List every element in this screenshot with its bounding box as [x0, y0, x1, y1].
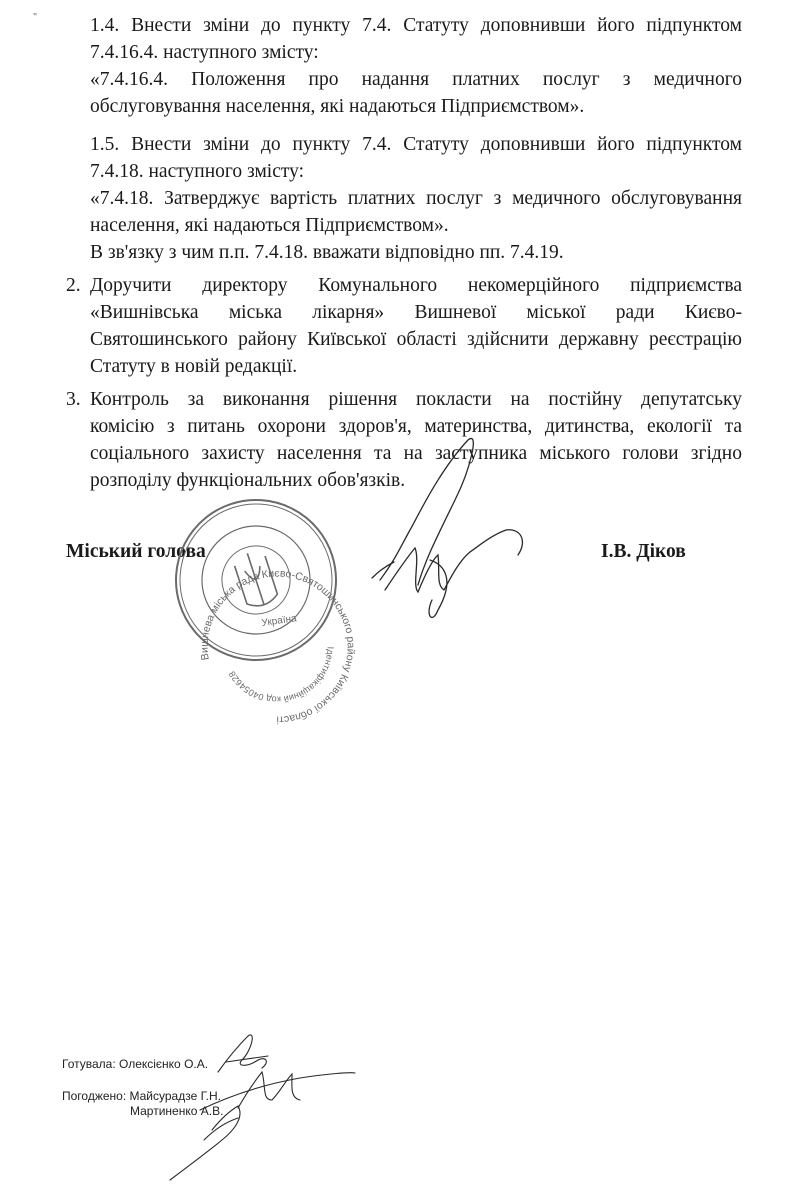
signatory-name: І.В. Діков: [601, 541, 686, 562]
item-1-5-line5: В зв'язку з чим п.п. 7.4.18. вважати відповідно пп. 7.4.19.: [90, 242, 564, 263]
item-1-4-line3: «7.4.16.4. Положення про надання платних послуг з медичного: [90, 69, 742, 90]
signature-row: [0, 541, 800, 571]
svg-text:Ідентифікаційний код 04054628: [226, 638, 348, 720]
item-3-line1: Контроль за виконання рішення покласти на постійну депутатську: [90, 389, 742, 410]
item-2-line2: «Вишнівська міська лікарня» Вишневої міської ради Києво-: [90, 302, 742, 323]
corner-mark: ": [33, 12, 38, 23]
svg-text:Вишнева міська рада Києво-Свят: [179, 547, 378, 746]
item-2-line4: Статуту в новій редакції.: [90, 356, 298, 377]
approved-by: Погоджено: Майсурадзе Г.Н.: [62, 1089, 221, 1103]
item-1-4-line2: 7.4.16.4. наступного змісту:: [90, 42, 319, 63]
item-1-5: [90, 131, 742, 266]
item-3: [90, 386, 742, 494]
item-1-5-line4: населення, які надаються Підприємством».: [90, 215, 449, 236]
approved-by-second: Мартиненко А.В.: [130, 1104, 224, 1118]
item-3-line3: соціального захисту населення та на заступника міського голови згідно: [90, 443, 742, 464]
item-1-4-line4: обслуговування населення, які надаються Підприємством».: [90, 96, 585, 117]
signatory-title: Міський голова: [66, 541, 206, 562]
item-1-5-line3: «7.4.18. Затверджує вартість платних послуг з медичного обслуговування: [90, 188, 742, 209]
stamp-bottom-text: Україна: [260, 613, 298, 629]
item-2-line1: Доручити директору Комунального некомерційного підприємства: [90, 275, 742, 296]
item-3-line4: розподілу функціональних обов'язків.: [90, 470, 406, 491]
item-1-4-line1: 1.4. Внести зміни до пункту 7.4. Статуту доповнивши його підпунктом: [90, 15, 742, 36]
item-1-5-line2: 7.4.18. наступного змісту:: [90, 161, 305, 182]
stamp-outer-text: Вишнева міська рада Києво-Святошинського району Київської області: [198, 567, 357, 726]
item-3-line2: комісію з питань охорони здоров'я, материнства, дитинства, екології та: [90, 416, 742, 437]
item-2: [90, 272, 742, 380]
item-3-number: 3.: [66, 389, 81, 410]
item-2-number: 2.: [66, 275, 81, 296]
item-1-4: [90, 12, 742, 120]
item-2-line3: Святошинського району Київської області здійснити державну реєстрацію: [90, 329, 742, 350]
stamp-inner-text: Ідентифікаційний код 04054628: [226, 646, 336, 705]
prepared-by: Готувала: Олексієнко О.А.: [62, 1057, 209, 1071]
item-1-5-line1: 1.5. Внести зміни до пункту 7.4. Статуту доповнивши його підпунктом: [90, 134, 742, 155]
